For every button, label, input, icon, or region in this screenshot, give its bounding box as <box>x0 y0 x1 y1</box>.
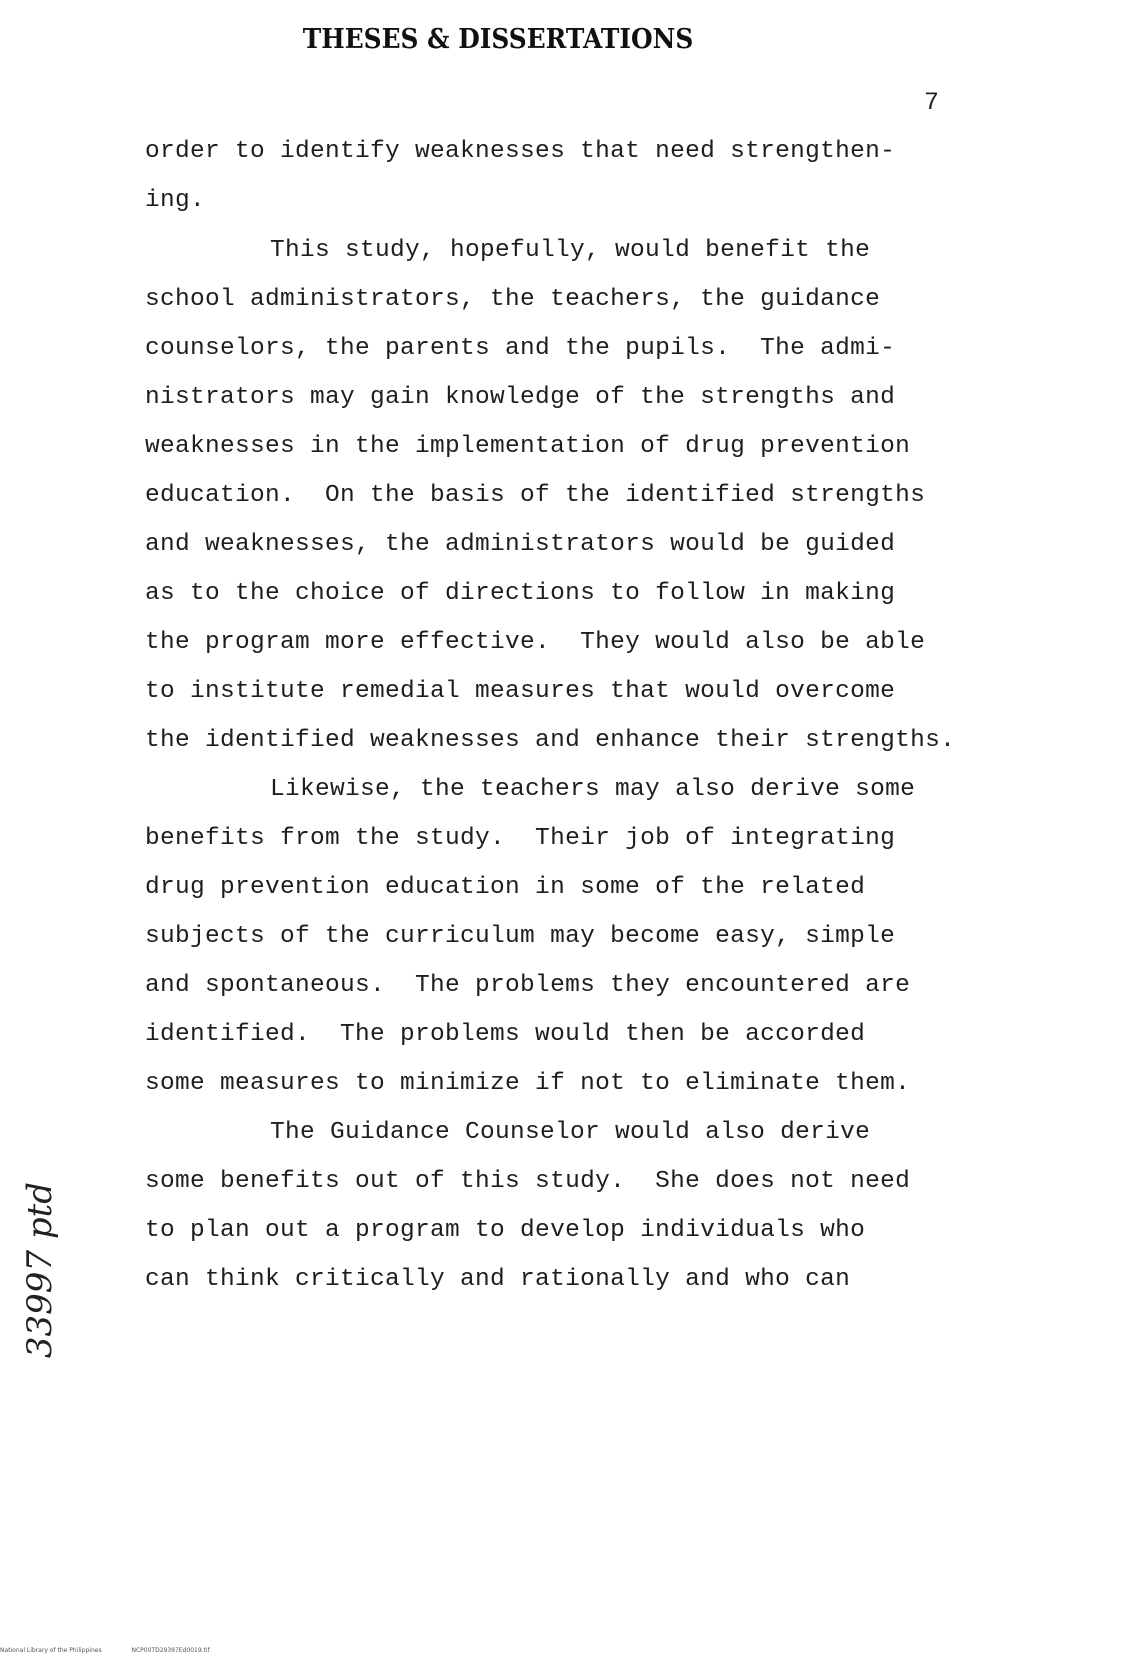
text-line: some benefits out of this study. She does not need <box>145 1168 911 1195</box>
text-line: school administrators, the teachers, the guidance <box>145 286 881 313</box>
text-line: The Guidance Counselor would also derive <box>270 1119 871 1146</box>
text-line: order to identify weaknesses that need strengthen- <box>145 138 896 165</box>
text-line: to institute remedial measures that would overcome <box>145 678 896 705</box>
margin-note-text: 33997 ptd <box>20 1181 61 1359</box>
footer-library: National Library of the Philippines <box>0 1647 102 1654</box>
text-line: to plan out a program to develop individuals who <box>145 1217 866 1244</box>
text-line: Likewise, the teachers may also derive some <box>270 776 916 803</box>
text-line: can think critically and rationally and who can <box>145 1266 851 1293</box>
footer-file: NCP00TD29397Ed0019.tif <box>131 1647 210 1654</box>
handwritten-margin-note <box>10 1170 70 1370</box>
text-line: counselors, the parents and the pupils. The admi- <box>145 335 896 362</box>
text-line: drug prevention education in some of the related <box>145 874 866 901</box>
text-line: as to the choice of directions to follow in making <box>145 580 896 607</box>
text-line: nistrators may gain knowledge of the strengths and <box>145 384 896 411</box>
scan-footer <box>0 1647 238 1654</box>
text-line: the identified weaknesses and enhance their strengths. <box>145 727 956 754</box>
text-line: some measures to minimize if not to eliminate them. <box>145 1070 911 1097</box>
archive-stamp: THESES & DISSERTATIONS <box>302 23 694 55</box>
text-line: education. On the basis of the identified strengths <box>145 482 926 509</box>
text-line: subjects of the curriculum may become easy, simple <box>145 923 896 950</box>
text-line: and weaknesses, the administrators would be guided <box>145 531 896 558</box>
text-line: benefits from the study. Their job of integrating <box>145 825 896 852</box>
text-line: ing. <box>145 187 206 214</box>
text-line: and spontaneous. The problems they encountered are <box>145 972 911 999</box>
text-line: This study, hopefully, would benefit the <box>270 237 871 264</box>
text-line: weaknesses in the implementation of drug prevention <box>145 433 911 460</box>
text-line: the program more effective. They would also be able <box>145 629 926 656</box>
text-line: identified. The problems would then be accorded <box>145 1021 866 1048</box>
page-number: 7 <box>924 88 940 117</box>
